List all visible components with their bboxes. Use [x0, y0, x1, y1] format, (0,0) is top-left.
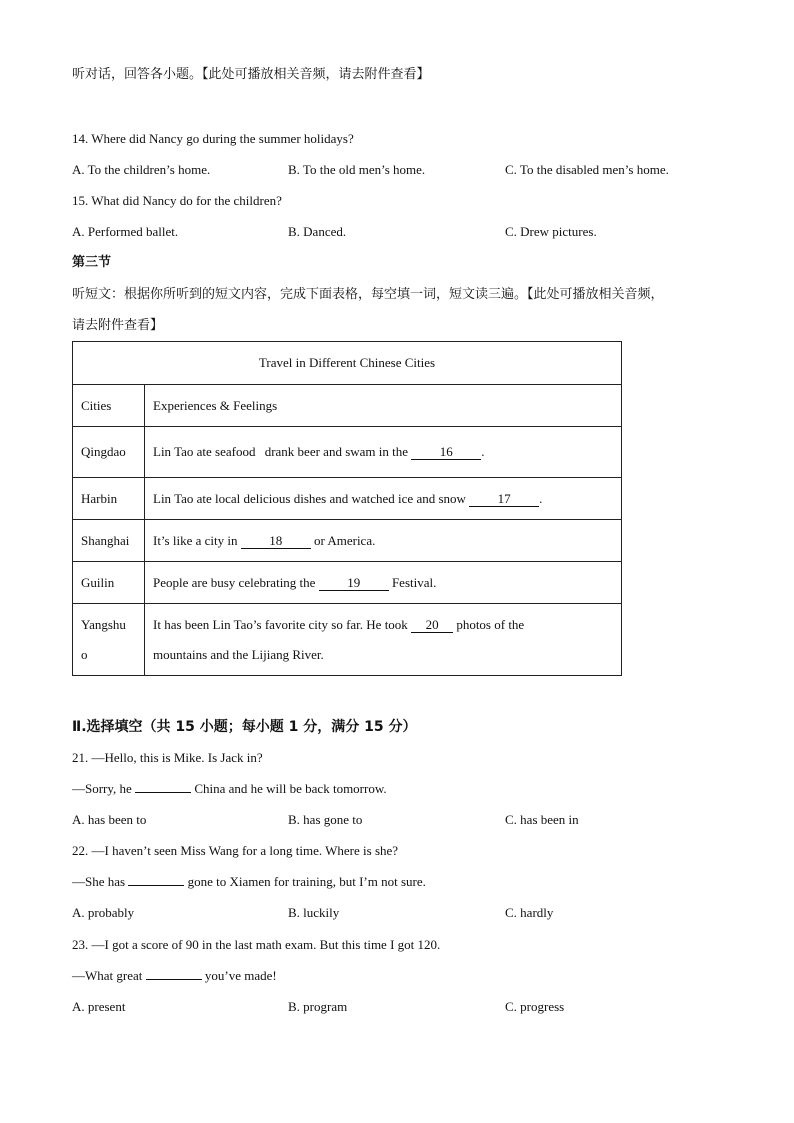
question-23-line-1: 23. —I got a score of 90 in the last math exam. But this time I got 120. [72, 937, 441, 952]
question-21-blank[interactable] [135, 792, 191, 793]
table-row [73, 520, 622, 562]
experience-cell [145, 562, 622, 604]
section-3-heading: 第三节 [72, 255, 112, 270]
answer-blank-18[interactable]: 18 [241, 534, 311, 549]
table-row [73, 478, 622, 520]
question-text: —She has [72, 874, 129, 889]
table-row [73, 562, 622, 604]
question-23-option-a[interactable]: A. present [72, 999, 126, 1014]
question-15-stem: 15. What did Nancy do for the children? [72, 193, 282, 208]
experience-text: Festival. [388, 574, 437, 590]
experience-text: Lin Tao ate seafood [153, 444, 256, 459]
experience-text: Lin Tao ate local delicious dishes and watched ice and snow [153, 490, 470, 506]
experience-text: People are busy celebrating the [153, 574, 319, 590]
question-text: China and he will be back tomorrow. [191, 781, 387, 796]
city-cell: Qingdao [73, 427, 145, 478]
table-caption: Travel in Different Chinese Cities [73, 342, 622, 385]
experience-text: photos of the [453, 616, 525, 632]
listening-instruction: 听对话，回答各小题。【此处可播放相关音频，请去附件查看】 [72, 67, 430, 82]
city-cell: Harbin [73, 478, 145, 520]
city-cell [73, 604, 145, 676]
question-14-option-b[interactable]: B. To the old men’s home. [288, 162, 426, 177]
experience-text: or America. [310, 532, 376, 548]
question-23-option-b[interactable]: B. program [288, 999, 348, 1014]
question-23-option-c[interactable]: C. progress [505, 999, 565, 1014]
experience-text: . [539, 490, 543, 506]
experience-text: drank beer and swam in the [261, 444, 412, 459]
experience-text: It’s like a city in [153, 532, 241, 548]
city-name-line-2: o [81, 646, 88, 662]
question-text: gone to Xiamen for training, but I’m not sure. [184, 874, 426, 889]
question-text: —What great [72, 968, 146, 983]
table-row [73, 427, 622, 478]
answer-blank-17[interactable]: 17 [469, 492, 539, 507]
answer-blank-16[interactable]: 16 [411, 445, 481, 460]
table-row [73, 604, 622, 676]
section-3-instruction-line-2: 请去附件查看】 [72, 318, 164, 333]
question-14-option-c[interactable]: C. To the disabled men’s home. [505, 162, 669, 177]
city-cell: Guilin [73, 562, 145, 604]
question-22-option-c[interactable]: C. hardly [505, 905, 554, 920]
question-22-line-2 [72, 873, 426, 891]
part-2-heading: Ⅱ.选择填空（共 15 小题；每小题 1 分，满分 15 分） [72, 719, 417, 735]
city-cell: Shanghai [73, 520, 145, 562]
question-22-blank[interactable] [128, 885, 184, 886]
question-23-blank[interactable] [146, 979, 202, 980]
experience-cell [145, 427, 622, 478]
question-21-option-a[interactable]: A. has been to [72, 812, 147, 827]
question-21-line-2 [72, 780, 387, 798]
city-name-line-1: Yangshu [81, 616, 126, 632]
question-23-line-2 [72, 967, 277, 985]
header-cities: Cities [73, 385, 145, 427]
experience-cell [145, 520, 622, 562]
question-14-option-a[interactable]: A. To the children’s home. [72, 162, 211, 177]
question-15-option-a[interactable]: A. Performed ballet. [72, 224, 179, 239]
question-15-option-b[interactable]: B. Danced. [288, 224, 347, 239]
question-text: you’ve made! [201, 968, 277, 983]
experience-text: It has been Lin Tao’s favorite city so far. He took [153, 616, 412, 632]
question-21-option-c[interactable]: C. has been in [505, 812, 579, 827]
question-text: —Sorry, he [72, 781, 136, 796]
question-15-option-c[interactable]: C. Drew pictures. [505, 224, 597, 239]
question-21-option-b[interactable]: B. has gone to [288, 812, 363, 827]
experience-cell [145, 478, 622, 520]
experience-text: . [481, 444, 485, 459]
experience-text-line-2: mountains and the Lijiang River. [153, 646, 324, 662]
answer-blank-19[interactable]: 19 [319, 576, 389, 591]
header-experiences: Experiences & Feelings [145, 385, 622, 427]
answer-blank-20[interactable]: 20 [411, 618, 453, 633]
experience-cell [145, 604, 622, 676]
section-3-instruction-line-1: 听短文：根据你所听到的短文内容，完成下面表格，每空填一词，短文读三遍。【此处可播放相关音频， [72, 287, 664, 302]
question-22-line-1: 22. —I haven’t seen Miss Wang for a long time. Where is she? [72, 843, 399, 858]
question-14-stem: 14. Where did Nancy go during the summer holidays? [72, 131, 354, 146]
question-22-option-a[interactable]: A. probably [72, 905, 135, 920]
question-22-option-b[interactable]: B. luckily [288, 905, 340, 920]
travel-table [72, 341, 622, 676]
question-21-line-1: 21. —Hello, this is Mike. Is Jack in? [72, 750, 263, 765]
